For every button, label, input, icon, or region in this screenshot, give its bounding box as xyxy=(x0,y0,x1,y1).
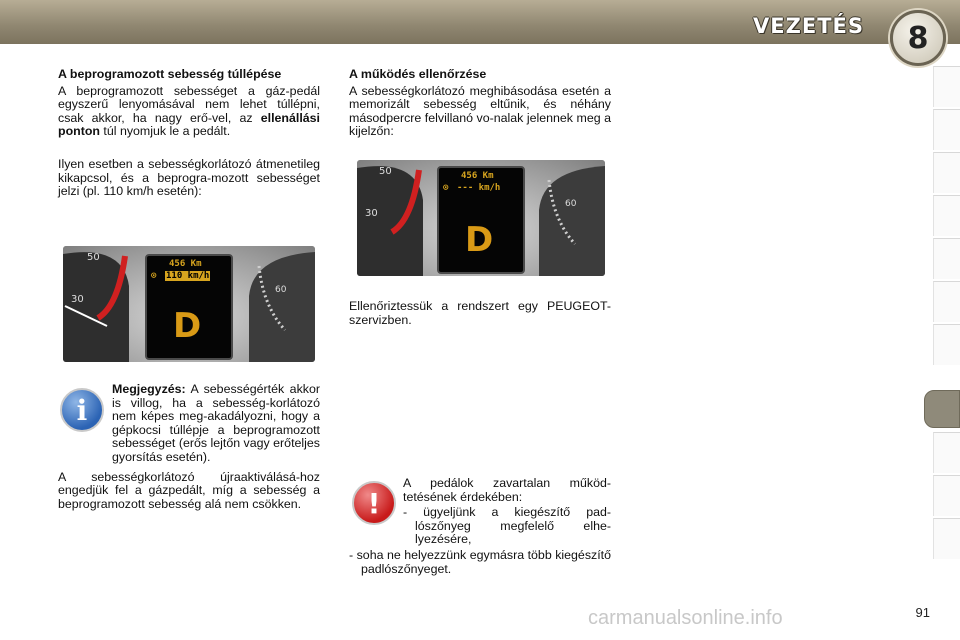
side-tab[interactable] xyxy=(933,281,960,322)
odometer-readout: 456 Km xyxy=(169,259,202,269)
paragraph-text: A beprogramozott sebességet a gáz-pedál egyszerű lenyomásával nem lehet túllépni, csak akkor, ha nagy erő-vel, az xyxy=(58,83,320,125)
speed-readout: 110 km/h xyxy=(166,271,210,281)
paragraph: Ilyen esetben a sebességkorlátozó átmenetileg kikapcsol, és a beprogra-mozott sebességet jelzi (pl. 110 km/h esetén): xyxy=(58,156,320,199)
svg-text:50: 50 xyxy=(87,252,100,263)
svg-text:60: 60 xyxy=(275,285,287,295)
lcd-display xyxy=(145,254,233,360)
chapter-number-badge: 8 xyxy=(890,10,946,66)
side-tab[interactable] xyxy=(933,475,960,516)
gear-indicator: D xyxy=(173,306,202,346)
speed-readout: --- km/h xyxy=(457,183,501,193)
note-block xyxy=(58,383,320,511)
side-tab[interactable] xyxy=(933,518,960,559)
svg-text:30: 30 xyxy=(71,294,84,305)
warning-icon: ! xyxy=(352,481,396,525)
side-tab[interactable] xyxy=(933,152,960,193)
side-tab[interactable] xyxy=(933,66,960,107)
warning-item: - ügyeljünk a kiegészítő pad-lószőnyeg megfelelő elhe-lyezésére, xyxy=(403,505,611,547)
left-column xyxy=(58,68,320,199)
page-number: 91 xyxy=(915,605,930,620)
watermark: carmanualsonline.info xyxy=(588,607,783,629)
paragraph: A sebességkorlátozó meghibásodása esetén a memorizált sebesség eltűnik, és néhány másodpercre felvillanó vo-nalak jelennek meg a kijelzőn: xyxy=(349,83,611,139)
note-text: A sebességérték akkor is villog, ha a sebesség-korlátozó nem képes meg-akadályozni, hogy a gépkocsi túllépje a beprogramozott sebességet (erős lejtőn vagy erőteljes gyorsítás esetén). xyxy=(112,382,321,464)
section-heading: A működés ellenőrzése xyxy=(349,67,487,81)
dashboard-image-speed-exceeded xyxy=(63,246,315,362)
odometer-readout: 456 Km xyxy=(461,171,494,181)
info-icon: i xyxy=(60,388,104,432)
svg-text:60: 60 xyxy=(565,199,577,209)
svg-text:50: 50 xyxy=(379,166,392,177)
note-paragraph-2: A sebességkorlátozó újraaktiválásá-hoz engedjük fel a gázpedált, míg a sebesség a beprogramozott sebesség alá nem csökken. xyxy=(58,469,320,511)
side-tab-active[interactable] xyxy=(924,390,960,428)
right-column xyxy=(349,68,611,139)
dashboard-image-malfunction xyxy=(357,160,605,276)
side-tab[interactable] xyxy=(933,195,960,236)
paragraph: Ellenőriztessük a rendszert egy PEUGEOT-szervizben. xyxy=(349,299,611,327)
section-heading: A beprogramozott sebesség túllépése xyxy=(58,67,282,81)
paragraph-text: túl nyomjuk le a pedált. xyxy=(99,124,231,139)
note-paragraph xyxy=(58,383,320,465)
chapter-side-tabs xyxy=(930,66,960,572)
chapter-title: VEZETÉS xyxy=(753,14,864,38)
paragraph-bold: ellenállási ponton xyxy=(58,110,320,139)
speed-limiter-icon: ⊙ xyxy=(443,183,449,193)
gear-indicator: D xyxy=(465,220,494,260)
side-tab[interactable] xyxy=(933,324,960,365)
lcd-display xyxy=(437,166,525,274)
right-column-bottom xyxy=(349,300,611,327)
warning-item: - soha ne helyezzünk egymásra több kiegészítő padlószőnyeget. xyxy=(349,547,611,576)
side-tab[interactable] xyxy=(933,109,960,150)
note-label: Megjegyzés: xyxy=(112,382,186,396)
side-tab[interactable] xyxy=(933,238,960,279)
warning-block xyxy=(349,477,611,576)
side-tab[interactable] xyxy=(933,432,960,473)
warning-intro: A pedálok zavartalan működ-tetésének érdekében: xyxy=(403,476,611,504)
speed-limiter-icon: ⊙ xyxy=(151,271,157,281)
svg-text:30: 30 xyxy=(365,208,378,219)
paragraph xyxy=(58,85,320,139)
